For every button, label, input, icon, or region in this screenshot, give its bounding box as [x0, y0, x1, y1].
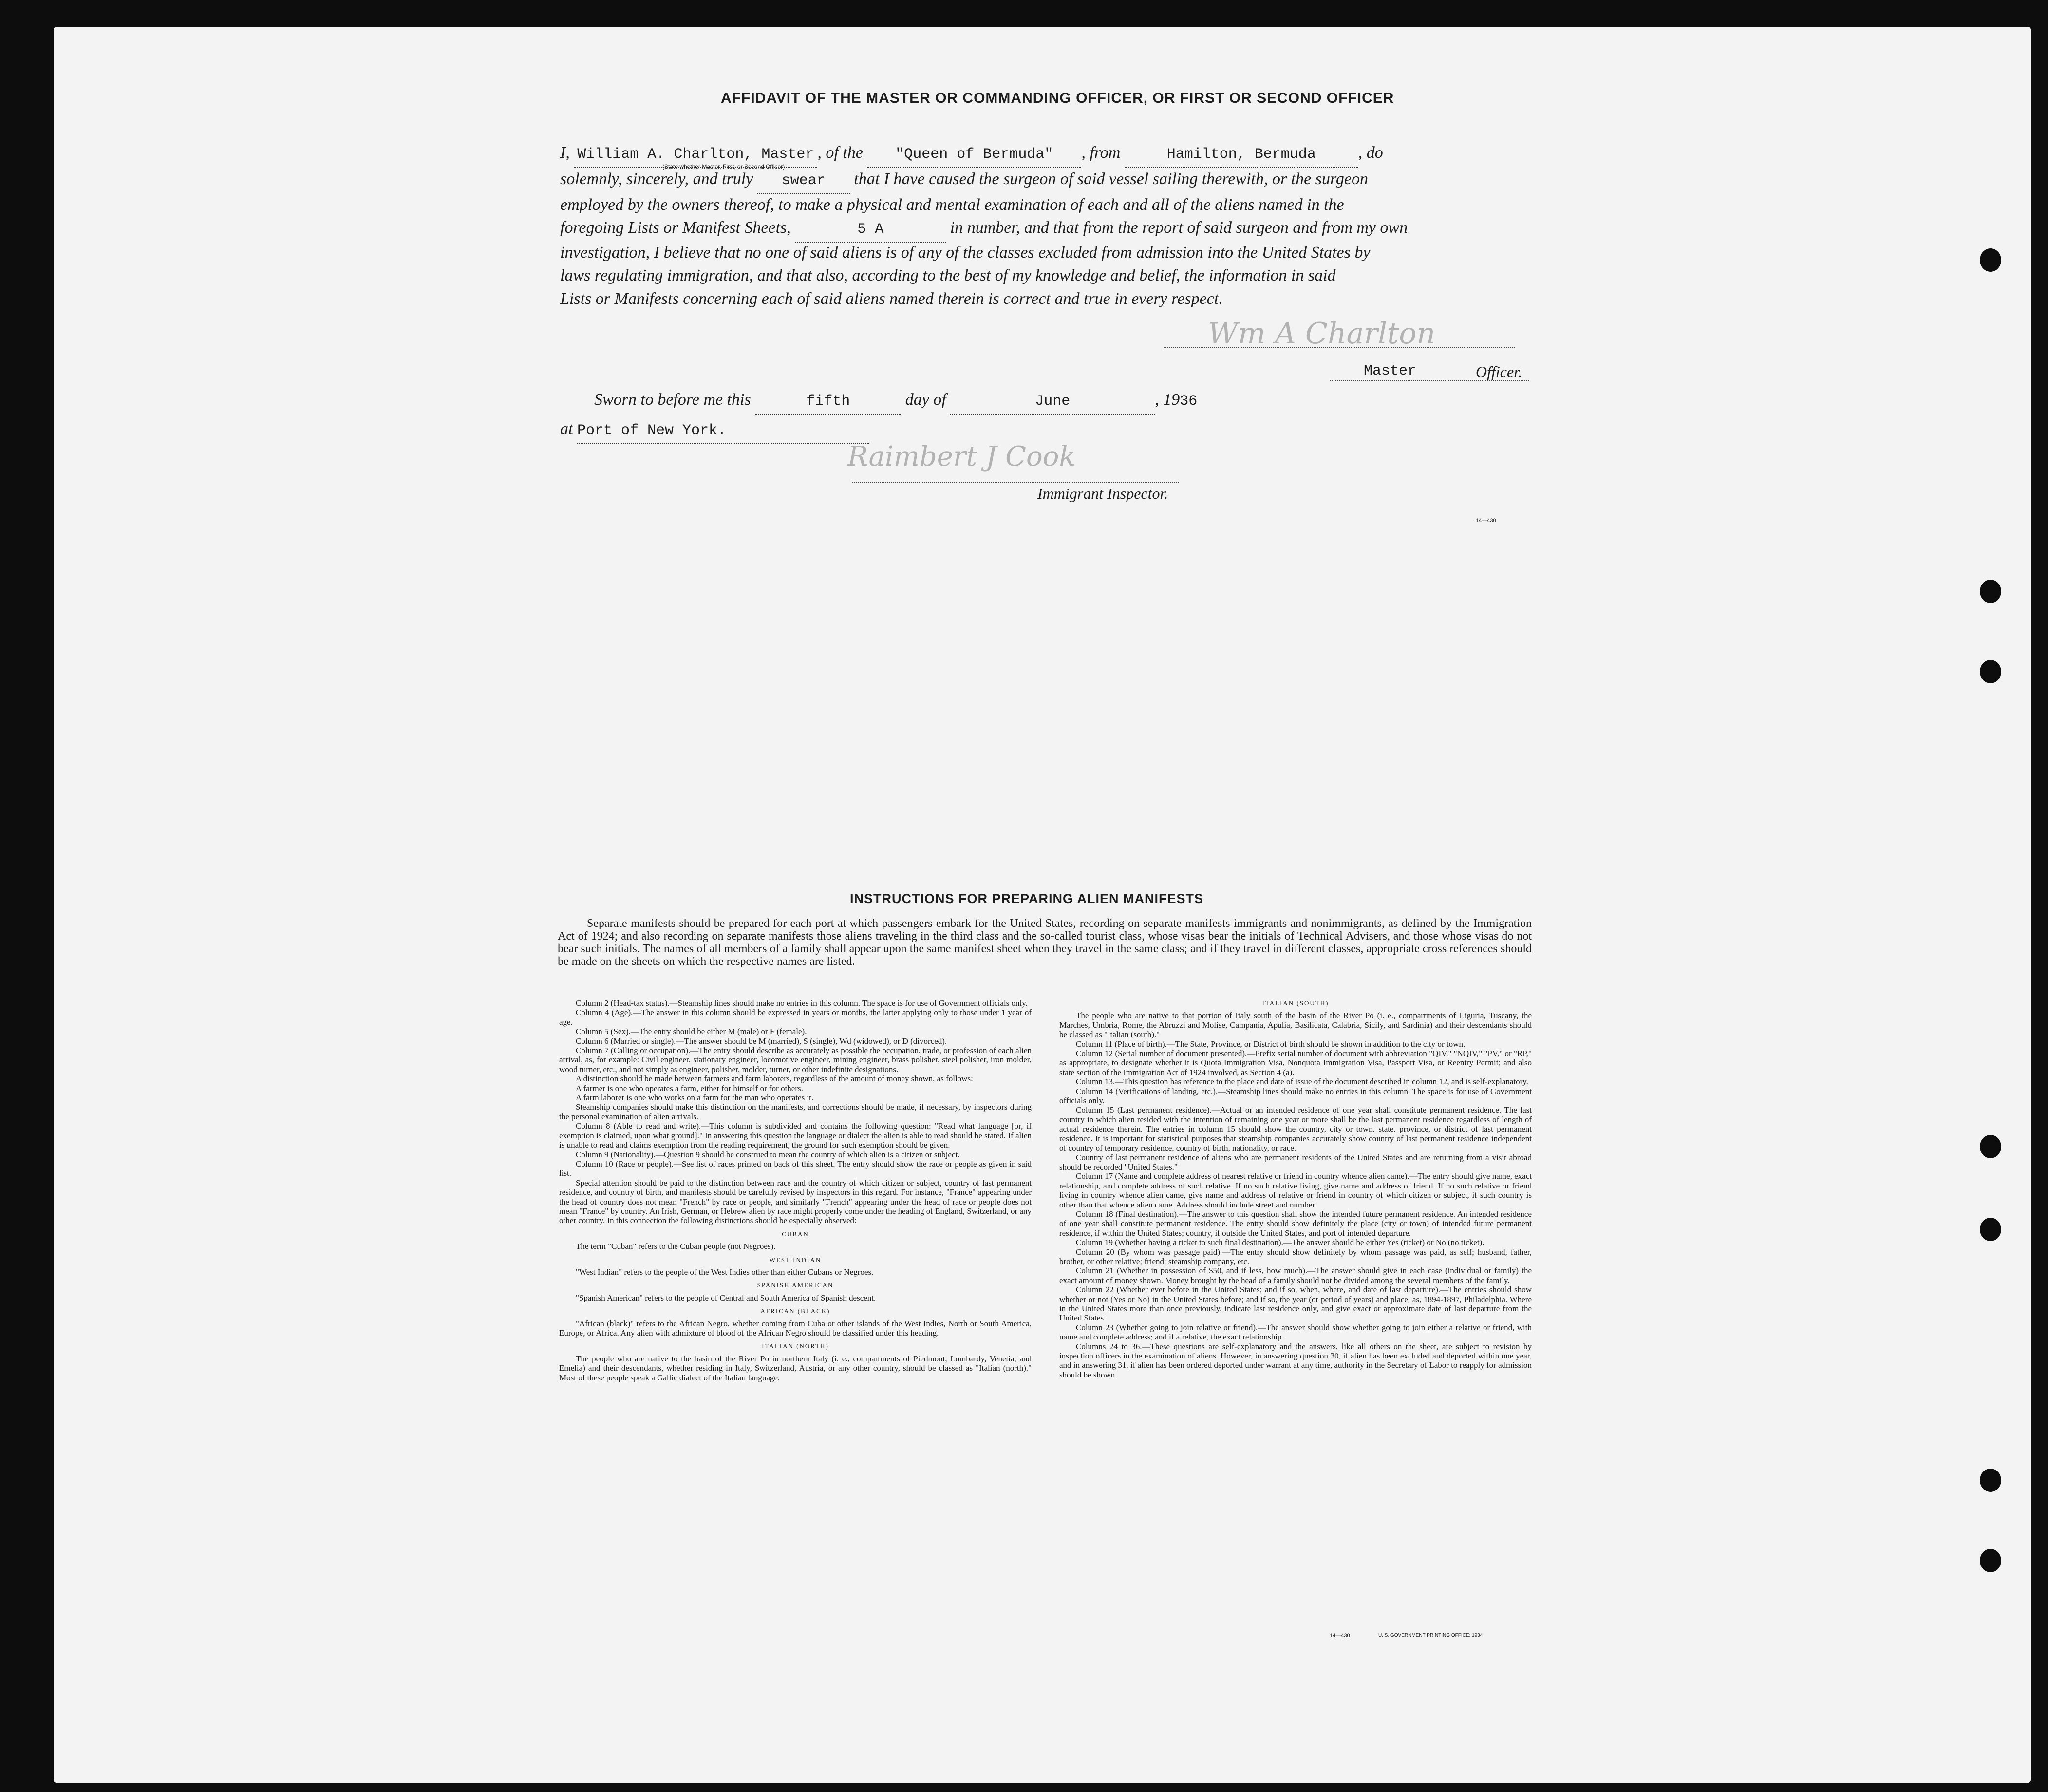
instruction-paragraph: Column 6 (Married or single).—The answer should be M (married), S (single), Wd (widowed), or D (divorced).	[576, 1036, 947, 1046]
affidavit-text: , of the	[817, 144, 863, 162]
instructions-right-column	[1059, 999, 1532, 1379]
section-heading: SPANISH AMERICAN	[757, 1282, 834, 1289]
instruction-paragraph: Column 10 (Race or people).—See list of races printed on back of this sheet. The entry should show the race or people as given in said list.	[559, 1159, 1032, 1178]
affidavit-text: day of	[905, 391, 946, 409]
section-heading: ITALIAN (SOUTH)	[1262, 1000, 1329, 1007]
year-field: 36	[1180, 393, 1198, 410]
instruction-paragraph: The people who are native to the basin of the River Po in northern Italy (i. e., compartments of Piedmont, Lombardy, Venetia, and Emelia) and their descendants, whether residing in Italy, Switzerland, Austria, or any other country, should be classed as "Italian (north)." Most of these people speak a Gallic dialect of the Italian language.	[559, 1354, 1032, 1382]
affidavit-text: solemnly, sincerely, and truly	[560, 170, 753, 188]
affidavit-text: , do	[1358, 144, 1383, 162]
affidavit-text: , 19	[1155, 391, 1180, 409]
instruction-paragraph: "Spanish American" refers to the people of Central and South America of Spanish descent.	[576, 1293, 876, 1302]
instruction-paragraph: Column 12 (Serial number of document presented).—Prefix serial number of document with abbreviation "QIV," "NQIV," "PV," or "RP," as appropriate, to designate whether it is Quota Immigration Visa, Nonquota Immigration Visa, Passport Visa, or Reentry Permit; and also state section of the Immigration Act of 1924 involved, as Section 4 (a).	[1059, 1049, 1532, 1077]
sworn-line	[594, 387, 1325, 415]
instruction-paragraph: Column 5 (Sex).—The entry should be either M (male) or F (female).	[576, 1027, 807, 1037]
instruction-paragraph: Column 8 (Able to read and write).—This column is subdivided and contains the following question: "Read what language [or, if exemption is claimed, upon what ground]." In answering this question the language or dialect the alien is able to read should be stated. If alien is unable to read and claims exemption from the reading requirement, the ground for such exemption should be given.	[559, 1121, 1032, 1150]
section-heading: AFRICAN (BLACK)	[760, 1307, 830, 1315]
affidavit-text: foregoing Lists or Manifest Sheets,	[560, 219, 791, 237]
sheets-count-field: 5 A	[795, 217, 946, 243]
affidavit-text: , from	[1081, 144, 1121, 162]
form-number: 14—430	[1476, 518, 1496, 524]
footer-printing-office: U. S. GOVERNMENT PRINTING OFFICE: 1934	[1378, 1633, 1483, 1638]
instructions-title: INSTRUCTIONS FOR PREPARING ALIEN MANIFESTS	[850, 891, 1204, 906]
instruction-paragraph: Column 11 (Place of birth).—The State, Province, or District of birth should be shown in addition to the city or town.	[1076, 1039, 1466, 1049]
instruction-paragraph: Column 23 (Whether going to join relative or friend).—The answer should show whether going to join either a relative or friend, with name and complete address; and if a relative, the exact relationship.	[1059, 1322, 1532, 1342]
binder-hole	[1980, 248, 2001, 272]
affidavit-line-5: investigation, I believe that no one of said aliens is of any of the classes excluded from admission into the United States by	[560, 244, 1371, 262]
instruction-paragraph: Column 14 (Verifications of landing, etc.).—Steamship lines should make no entries in this column. The space is for use of Government officials only.	[1059, 1086, 1532, 1106]
instruction-paragraph: Column 4 (Age).—The answer in this column should be expressed in years or months, the latter applying only to those under 1 year of age.	[559, 1008, 1032, 1027]
binder-hole	[1980, 1469, 2001, 1492]
affidavit-line-2	[560, 167, 1534, 194]
instruction-paragraph: Column 21 (Whether in possession of $50, and if less, how much).—The answer should give in each case (individual or family) the exact amount of money shown. Money brought by the head of a family should not be divided among the several members of the family.	[1059, 1266, 1532, 1285]
binder-hole	[1980, 1135, 2001, 1158]
instruction-paragraph: Column 19 (Whether having a ticket to such final destination).—The answer should be either Yes (ticket) or No (no ticket).	[1076, 1238, 1484, 1247]
master-title: Master	[1364, 363, 1417, 379]
binder-hole	[1980, 1218, 2001, 1241]
officer-label: Officer.	[1476, 363, 1522, 380]
instruction-paragraph: "African (black)" refers to the African Negro, whether coming from Cuba or other islands of the West Indies, North or South America, Europe, or Africa. Any alien with admixture of blood of the African Negro should be classified under this heading.	[559, 1319, 1032, 1338]
footer-form-number: 14—430	[1330, 1633, 1350, 1639]
place-field: Port of New York.	[577, 418, 869, 444]
instruction-paragraph: Columns 24 to 36.—These questions are self-explanatory and the answers, like all others on the sheet, are subject to revision by inspection officers in the examination of aliens. However, in answering question 30, if alien has been excluded and deported within one year, and in answering 31, if alien has been ordered deported under warrant at any time, authority in the Secretary of Labor to reapply for admission should be shown.	[1059, 1341, 1532, 1379]
instructions-left-column	[559, 999, 1032, 1382]
instruction-paragraph: A farmer is one who operates a farm, either for himself or for others.	[576, 1083, 803, 1093]
binder-hole	[1980, 580, 2001, 603]
affidavit-text: Sworn to before me this	[594, 391, 751, 409]
affidavit-line-3: employed by the owners thereof, to make a physical and mental examination of each and all of the aliens named in the	[560, 196, 1344, 214]
place-line	[560, 416, 950, 444]
affidavit-title: AFFIDAVIT OF THE MASTER OR COMMANDING OFFICER, OR FIRST OR SECOND OFFICER	[721, 90, 1394, 106]
instruction-paragraph: A distinction should be made between farmers and farm laborers, regardless of the amount of money shown, as follows:	[576, 1074, 973, 1084]
affidavit-line-7: Lists or Manifests concerning each of said aliens named therein is correct and true in every respect.	[560, 290, 1223, 308]
day-field: fifth	[755, 389, 901, 415]
affidavit-line-4	[560, 215, 1534, 243]
signature-line	[1164, 347, 1515, 348]
instructions-intro: Separate manifests should be prepared for each port at which passengers embark for the United States, recording on separate manifests immigrants and nonimmigrants, as defined by the Immigration Act of 1924; and also recording on separate manifests those aliens traveling in the third class and the so-called tourist class, whose visas bear the initials of Technical Advisers, and those whose visas do not bear such initials. The names of all members of a family shall appear upon the same manifest sheet when they travel in the same class; and if they travel in different classes, appropriate cross references should be made on the sheets on which the respective names are listed.	[558, 917, 1532, 968]
section-heading: WEST INDIAN	[769, 1256, 822, 1264]
instruction-paragraph: A farm laborer is one who works on a farm for the man who operates it.	[576, 1093, 814, 1103]
instruction-paragraph: Column 13.—This question has reference to the place and date of issue of the document described in column 12, and is self-explanatory.	[1076, 1077, 1528, 1087]
instruction-paragraph: "West Indian" refers to the people of the West Indies other than either Cubans or Negroes.	[576, 1267, 874, 1277]
swear-field: swear	[757, 168, 850, 194]
instruction-paragraph: Special attention should be paid to the distinction between race and the country of which citizen or subject, country of last permanent residence, and country of birth, and manifests should be carefully revised by inspectors in this regard. For instance, "France" appearing under the head of country does not mean "French" by race or people, and similarly "French" appearing under the head of race or people does not mean "France" by country. An Irish, German, or Hebrew alien by race might properly come under the heading of England, Switzerland, or any other country. In this connection the following distinctions should be especially observed:	[559, 1178, 1032, 1226]
instruction-paragraph: Column 17 (Name and complete address of nearest relative or friend in country whence alien came).—The entry should give name, exact relationship, and complete address of such relative. If no such relative living, give name and address of friend. If no such relative or friend living in country whence alien came, give name and address of relative or friend in country of which citizen or subject, if such country is other than that whence alien came. Address should include street and number.	[1059, 1171, 1532, 1209]
instruction-paragraph: The people who are native to that portion of Italy south of the basin of the River Po (i. e., compartments of Liguria, Tuscany, the Marches, Umbria, Rome, the Abruzzi and Molise, Campania, Apulia, Basilicata, Calabria, Sicily, and Sardinia) and their descendants should be classed as "Italian (south)."	[1059, 1011, 1532, 1039]
instruction-paragraph: Column 20 (By whom was passage paid).—The entry should show definitely by whom passage was paid, as self; husband, father, brother, or other relative; friend; steamship company, etc.	[1059, 1247, 1532, 1266]
affidavit-text: that I have caused the surgeon of said vessel sailing therewith, or the surgeon	[854, 170, 1369, 188]
affidavit-line-6: laws regulating immigration, and that also, according to the best of my knowledge and belief, the information in said	[560, 266, 1336, 284]
instruction-paragraph: The term "Cuban" refers to the Cuban people (not Negroes).	[576, 1242, 776, 1251]
instruction-paragraph: Column 7 (Calling or occupation).—The entry should describe as accurately as possible the occupation, trade, or profession of each alien arrival, as, for example: Civil engineer, stationary engineer, locomotive engineer, mining engineer, brass polisher, steel polisher, iron molder, wood turner, etc., and not simply as engineer, polisher, molder, turner, or other indefinite designations.	[559, 1046, 1032, 1074]
binder-hole	[1980, 1549, 2001, 1572]
inspector-label: Immigrant Inspector.	[1037, 485, 1168, 502]
affidavit-text: I,	[560, 144, 570, 162]
vessel-name-field: "Queen of Bermuda"	[867, 142, 1081, 168]
inspector-signature: Raimbert J Cook	[847, 441, 1076, 472]
instruction-paragraph: Column 18 (Final destination).—The answer to this question shall show the intended future permanent residence. An intended residence of one year shall constitute permanent residence. The entry should show definitely the place (city or town) of intended future permanent residence, if within the United States; country, if outside the United States, and port of intended departure.	[1059, 1209, 1532, 1238]
section-heading: ITALIAN (NORTH)	[762, 1342, 829, 1350]
instruction-paragraph: Column 15 (Last permanent residence).—Actual or an intended residence of one year shall constitute permanent residence. The last country in which alien resided with the intention of remaining one year or more shall be the last permanent residence regardless of length of actual residence therein. The entries in column 15 should show the country, city or town, state, province, or district of last permanent residence. It is important for statistical purposes that steamship companies accurately show country of last permanent residence independent of country of temporary residence, country of birth, nationality, or race.	[1059, 1105, 1532, 1153]
instruction-paragraph: Column 22 (Whether ever before in the United States; and if so, when, where, and date of last departure).—The entries should show whether or not (Yes or No) in the United States before; and if so, the year (or period of years) and place, as, 1894-1897, Philadelphia. Where in the United States more than once previously, indicate last residence only, and give exact or approximate date of last departure from the United States.	[1059, 1285, 1532, 1323]
instruction-paragraph: Column 9 (Nationality).—Question 9 should be construed to mean the country of which alien is a citizen or subject.	[576, 1150, 960, 1159]
inspector-signature-line	[852, 482, 1179, 483]
officer-name-field: William A. Charlton, Master	[574, 142, 817, 168]
instruction-paragraph: Column 2 (Head-tax status).—Steamship lines should make no entries in this column. The space is for use of Government officials only.	[576, 999, 1028, 1008]
binder-hole	[1980, 660, 2001, 683]
instruction-paragraph: Country of last permanent residence of aliens who are permanent residents of the United States and are returning from a visit abroad should be recorded "United States."	[1059, 1152, 1532, 1171]
port-from-field: Hamilton, Bermuda	[1125, 142, 1358, 168]
section-heading: CUBAN	[782, 1230, 809, 1238]
state-note: (State whether Master, First, or Second Officer)	[662, 163, 785, 170]
master-signature: Wm A Charlton	[1208, 317, 1436, 351]
affidavit-text: in number, and that from the report of said surgeon and from my own	[950, 219, 1408, 237]
affidavit-text: at	[560, 420, 573, 438]
instruction-paragraph: Steamship companies should make this distinction on the manifests, and corrections should be made, if necessary, by inspectors during the personal examination of alien arrivals.	[559, 1102, 1032, 1121]
month-field: June	[950, 389, 1155, 415]
